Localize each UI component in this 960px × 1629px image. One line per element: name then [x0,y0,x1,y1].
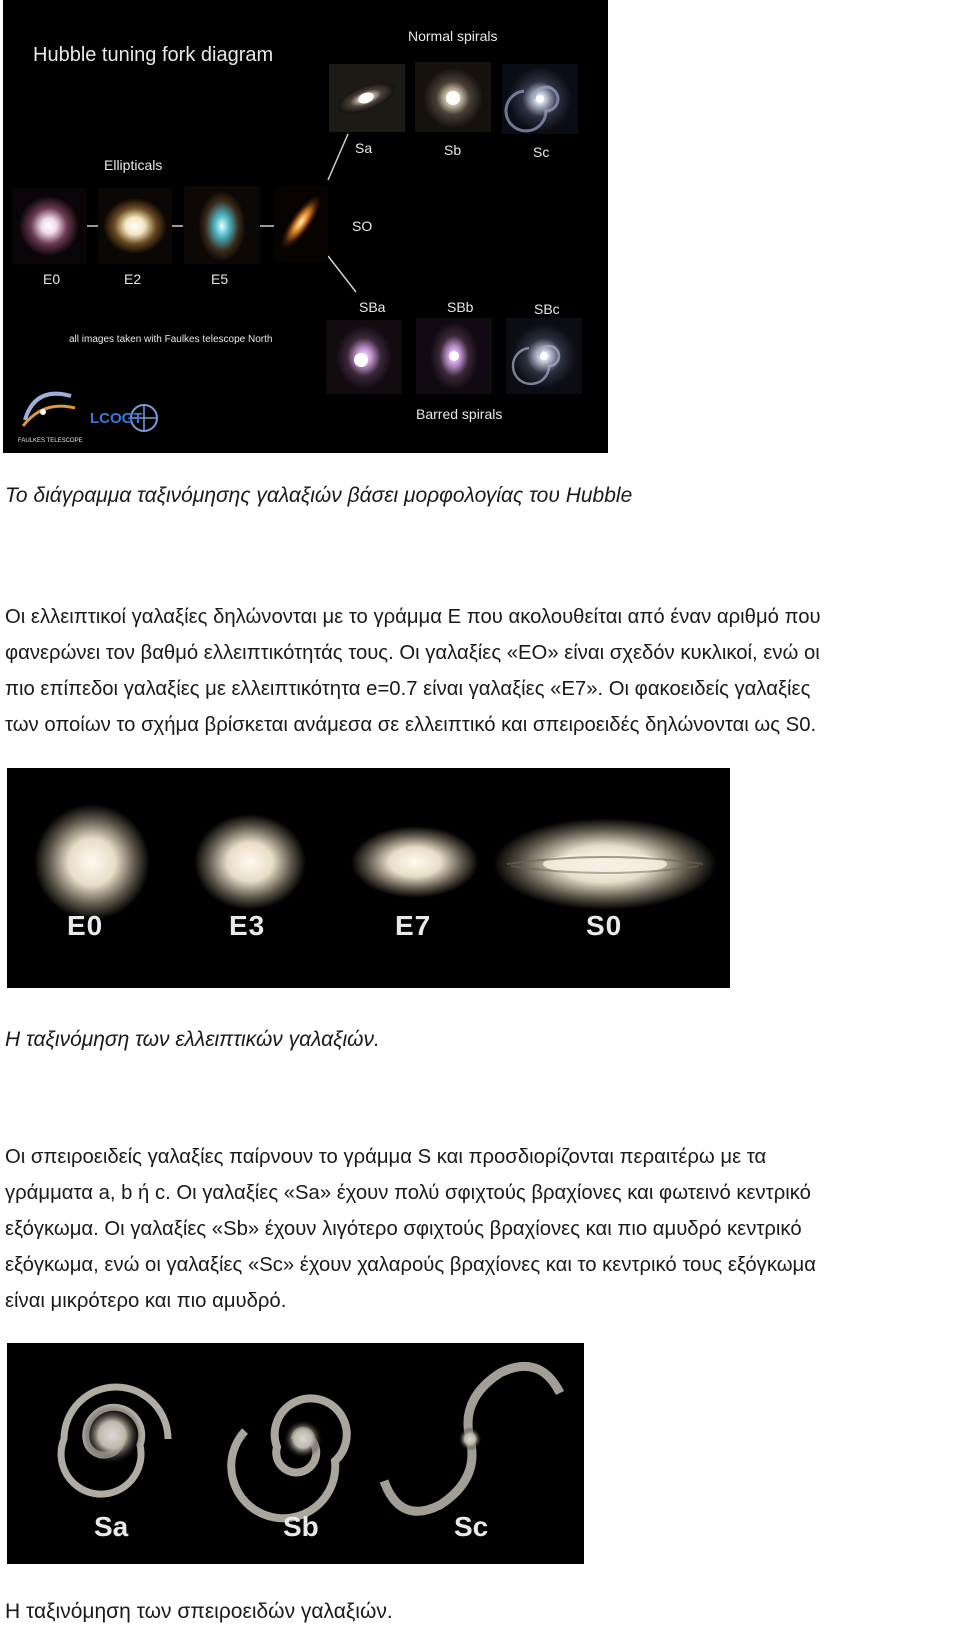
figure-2-caption: Η ταξινόμηση των ελλειπτικών γαλαξιών. [5,1028,380,1051]
paragraph-line: εξόγκωμα, ενώ οι γαλαξίες «Sc» έχουν χαλαρούς βραχίονες και το κεντρικό τους εξόγκωμα [5,1254,816,1276]
s0-thumbnail [274,186,328,262]
sa-thumbnail [329,64,405,132]
e3-galaxy [194,814,306,910]
ellipticals-figure [7,768,730,988]
ellipticals-artwork [7,768,730,988]
spirals-figure [7,1343,584,1564]
s0-label: S0 [586,910,623,941]
barred-spirals-label: Barred spirals [416,406,503,422]
e2-label: E2 [124,271,142,287]
paragraph-line: είναι μικρότερο και πιο αμυδρό. [5,1290,287,1312]
e0-thumbnail [12,188,87,264]
e0-label: E0 [43,271,61,287]
e7-galaxy [351,826,479,898]
sb-label: Sb [283,1511,319,1542]
hubble-tuning-fork-figure [3,0,608,453]
s0-galaxy [493,818,717,910]
sa-label: Sa [355,140,373,156]
credit-text: all images taken with Faulkes telescope North [69,334,273,345]
sa-galaxy [61,1387,168,1494]
figure-1-caption: Το διάγραμμα ταξινόμησης γαλαξιών βάσει μορφολογίας του Hubble [5,484,633,507]
fork-lower-line [328,256,356,292]
paragraph-line: γράμματα a, b ή c. Οι γαλαξίες «Sa» έχουν πολύ σφιχτούς βραχίονες και φωτεινό κεντρικό [5,1182,811,1204]
ellipticals-paragraph [5,599,960,743]
e5-label: E5 [211,271,229,287]
sbb-label: SBb [447,299,474,315]
sb-galaxy [231,1398,346,1518]
e7-label: E7 [395,910,432,941]
fork-upper-line [328,134,348,180]
e0-label: E0 [67,910,104,941]
svg-text:FAULKES TELESCOPE: FAULKES TELESCOPE [18,438,83,444]
ellipticals-label: Ellipticals [104,157,163,173]
paragraph-line: εξόγκωμα. Οι γαλαξίες «Sb» έχουν λιγότερο σφιχτούς βραχίονες και πιο αμυδρό κεντρικό [5,1218,802,1240]
sa-label: Sa [94,1511,129,1542]
sbc-label: SBc [534,301,560,317]
paragraph-line: πιο επίπεδοι γαλαξίες με ελλειπτικότητα e=0.7 είναι γαλαξίες «Ε7». Οι φακοειδείς γαλαξίες [5,678,811,700]
s0-label: SO [352,218,373,234]
normal-spirals-label: Normal spirals [408,28,498,44]
e3-label: E3 [229,910,266,941]
paragraph-line: φανερώνει τον βαθμό ελλειπτικότητάς τους. Οι γαλαξίες «ΕΟ» είναι σχεδόν κυκλικοί, ενώ οι [5,642,820,664]
svg-text:LCOGT: LCOGT [90,410,143,427]
sc-thumbnail [502,64,578,134]
sbc-thumbnail [506,318,582,394]
sc-label: Sc [454,1511,489,1542]
e0-galaxy [34,804,150,920]
paragraph-line: Οι σπειροειδείς γαλαξίες παίρνουν το γράμμα S και προσδιορίζονται περαιτέρω με τα [5,1146,767,1168]
faulkes-telescope-logo [18,394,83,444]
paragraph-line: των οποίων το σχήμα βρίσκεται ανάμεσα σε ελλειπτικό και σπειροειδές δηλώνονται ως S0. [5,714,817,736]
sc-galaxy [384,1366,560,1511]
sb-label: Sb [444,142,462,158]
sbb-thumbnail [416,318,492,394]
sc-label: Sc [533,144,550,160]
paragraph-line: Οι ελλειπτικοί γαλαξίες δηλώνονται με το γράμμα Ε που ακολουθείται από έναν αριθμό που [5,606,821,628]
sba-thumbnail [326,320,402,394]
sba-label: SBa [359,299,386,315]
sb-thumbnail [415,62,491,132]
e2-thumbnail [98,188,172,264]
figure-3-caption: Η ταξινόμηση των σπειροειδών γαλαξιών. [5,1600,393,1623]
spirals-paragraph [5,1139,960,1319]
fork-title: Hubble tuning fork diagram [33,44,274,66]
e5-thumbnail [184,186,260,264]
lcogt-logo [90,405,157,431]
